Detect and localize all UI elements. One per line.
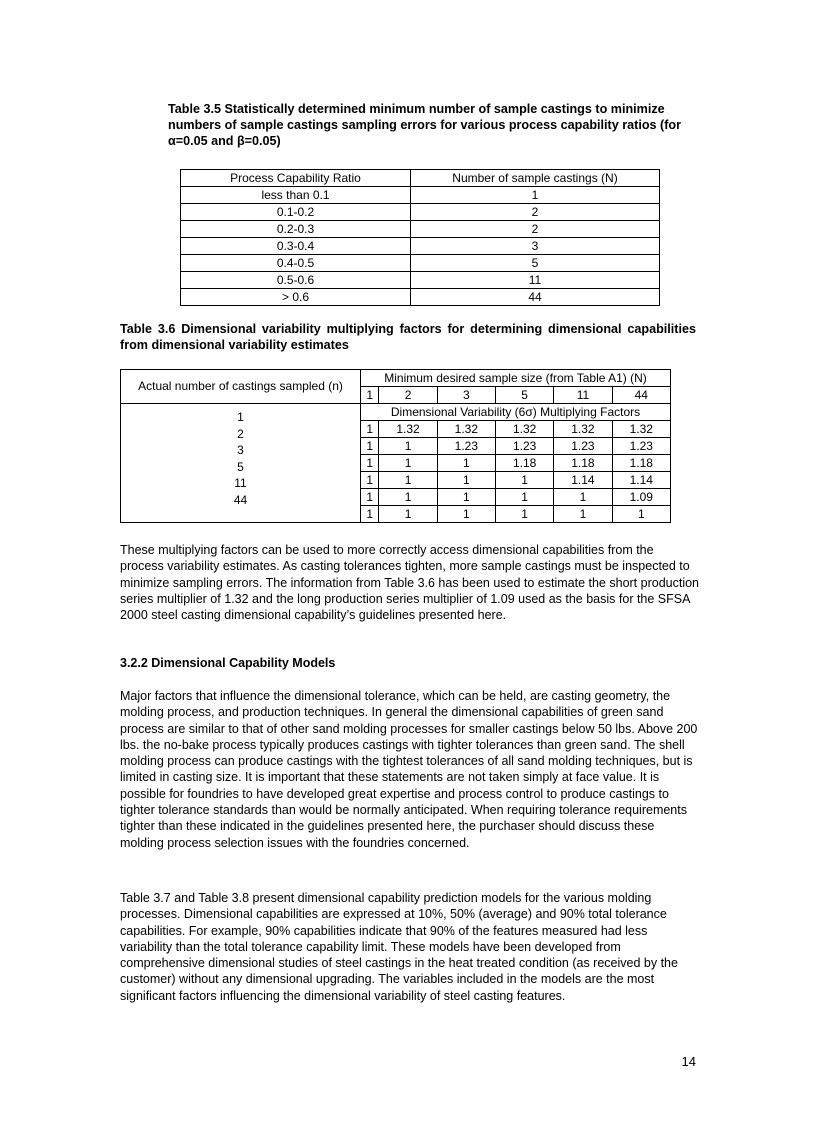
table-cell: 1.32	[437, 421, 495, 438]
row-label: 5	[237, 459, 244, 474]
table-cell: > 0.6	[181, 289, 411, 306]
table-cell: 1	[379, 472, 437, 489]
table-cell: 1.32	[379, 421, 437, 438]
table-header-row	[121, 370, 671, 387]
table-cell: 1.23	[495, 438, 553, 455]
column-header: 5	[495, 387, 553, 404]
table-cell: 1.23	[437, 438, 495, 455]
table-cell: 0.1-0.2	[181, 204, 411, 221]
table-cell: 1	[361, 506, 379, 523]
table-cell: 2	[411, 204, 660, 221]
column-header: Number of sample castings (N)	[411, 170, 660, 187]
column-header: 11	[554, 387, 612, 404]
table-header-row	[181, 170, 660, 187]
table-cell: 1	[361, 472, 379, 489]
table-row	[181, 255, 660, 272]
table-cell: 1.32	[495, 421, 553, 438]
table-cell: 1.09	[612, 489, 670, 506]
table-row	[181, 238, 660, 255]
table-header-row	[121, 404, 671, 421]
table-row	[181, 221, 660, 238]
paragraph-prediction-models: Table 3.7 and Table 3.8 present dimensional capability prediction models for the various molding processes. Dimensional capabilities are expressed at 10%, 50% (average) and 90% total tolerance capabilities. For example, 90% capabilities indicate that 90% of the features measured had less variability than the total tolerance capability limit. These models have been developed from comprehensive dimensional studies of steel castings in the heat treated condition (as received by the customer) without any dimensional upgrading. The variables included in the models are the most significant factors influencing the dimensional variability of steel casting features.	[120, 891, 678, 1003]
table-cell: 1	[554, 506, 612, 523]
table-cell: 1	[495, 489, 553, 506]
table-cell: 1	[379, 455, 437, 472]
table-cell: 1	[361, 455, 379, 472]
table-cell: 1	[361, 421, 379, 438]
table-cell: 1	[437, 455, 495, 472]
table-cell: 1	[612, 506, 670, 523]
column-header: 44	[612, 387, 670, 404]
table-cell: 1	[379, 506, 437, 523]
table-cell: 1	[437, 489, 495, 506]
row-label: 3	[237, 443, 244, 458]
table-cell: 1	[361, 438, 379, 455]
table-cell: 1	[437, 506, 495, 523]
table-cell: 44	[411, 289, 660, 306]
table-cell: 0.2-0.3	[181, 221, 411, 238]
table-row	[181, 204, 660, 221]
table-cell: 1.18	[554, 455, 612, 472]
column-header: 3	[437, 387, 495, 404]
table-cell: 1.32	[612, 421, 670, 438]
column-header: 1	[361, 387, 379, 404]
column-group-header: Minimum desired sample size (from Table A1) (N)	[361, 370, 671, 387]
table-cell: 1.18	[495, 455, 553, 472]
column-header: Process Capability Ratio	[181, 170, 411, 187]
table-3-6	[120, 369, 671, 523]
table-cell: 1	[437, 472, 495, 489]
column-header: 2	[379, 387, 437, 404]
factor-header: Dimensional Variability (6σ) Multiplying Factors	[361, 404, 671, 421]
row-header-label: Actual number of castings sampled (n)	[121, 370, 361, 404]
table-cell: 1.23	[554, 438, 612, 455]
table-3-5	[180, 169, 660, 306]
table-cell: 1.14	[612, 472, 670, 489]
table-cell: 0.5-0.6	[181, 272, 411, 289]
table-cell: 1	[379, 438, 437, 455]
table-cell: 0.4-0.5	[181, 255, 411, 272]
table-cell: 1.14	[554, 472, 612, 489]
table-cell: 1	[554, 489, 612, 506]
table-3-6-caption: Table 3.6 Dimensional variability multiplying factors for determining dimensional capabilities from dimensional variability estimates	[120, 322, 696, 352]
section-heading: 3.2.2 Dimensional Capability Models	[120, 656, 336, 670]
table-cell: 2	[411, 221, 660, 238]
row-label: 2	[237, 426, 244, 441]
table-cell: 1.23	[612, 438, 670, 455]
paragraph-major-factors: Major factors that influence the dimensional tolerance, which can be held, are casting geometry, the molding process, and production techniques. In general the dimensional capabilities of green sand process are similar to that of other sand molding processes for smaller castings below 50 lbs. Above 200 lbs. the no-bake process typically produces castings with tighter tolerances than green sand. The shell molding process can produce castings with the tightest tolerances of all sand molding techniques, but is limited in casting size. It is important that these statements are not taken simply at face value. It is possible for foundries to have developed great expertise and process control to produce castings to tighter tolerance standards than would be normally anticipated. When requiring tolerance requirements tighter than these indicated in the guidelines presented here, the purchaser should discuss these molding process selection issues with the foundries concerned.	[120, 689, 698, 850]
table-row	[181, 289, 660, 306]
table-cell: 1	[495, 506, 553, 523]
table-cell: 1	[411, 187, 660, 204]
table-cell: less than 0.1	[181, 187, 411, 204]
page-number: 14	[681, 1054, 696, 1069]
table-cell: 5	[411, 255, 660, 272]
row-labels	[121, 404, 361, 523]
table-cell: 11	[411, 272, 660, 289]
table-cell: 3	[411, 238, 660, 255]
row-label: 44	[233, 492, 248, 507]
table-cell: 1.18	[612, 455, 670, 472]
table-cell: 1	[495, 472, 553, 489]
table-cell: 1.32	[554, 421, 612, 438]
table-row	[181, 272, 660, 289]
table-row	[181, 187, 660, 204]
table-3-5-caption: Table 3.5 Statistically determined minimum number of sample castings to minimize numbers of sample castings sampling errors for various process capability ratios (for α=0.05 and β=0.05)	[168, 102, 681, 148]
table-cell: 1	[361, 489, 379, 506]
row-label: 11	[234, 476, 247, 491]
table-cell: 0.3-0.4	[181, 238, 411, 255]
paragraph-multiplying-factors: These multiplying factors can be used to more correctly access dimensional capabilities from the process variability estimates. As casting tolerances tighten, more sample castings must be inspected to minimize sampling errors. The information from Table 3.6 has been used to estimate the short production series multiplier of 1.32 and the long production series multiplier of 1.09 used as the basis for the SFSA 2000 steel casting dimensional capability’s guidelines presented here.	[120, 543, 699, 623]
row-label: 1	[237, 410, 244, 424]
table-cell: 1	[379, 489, 437, 506]
